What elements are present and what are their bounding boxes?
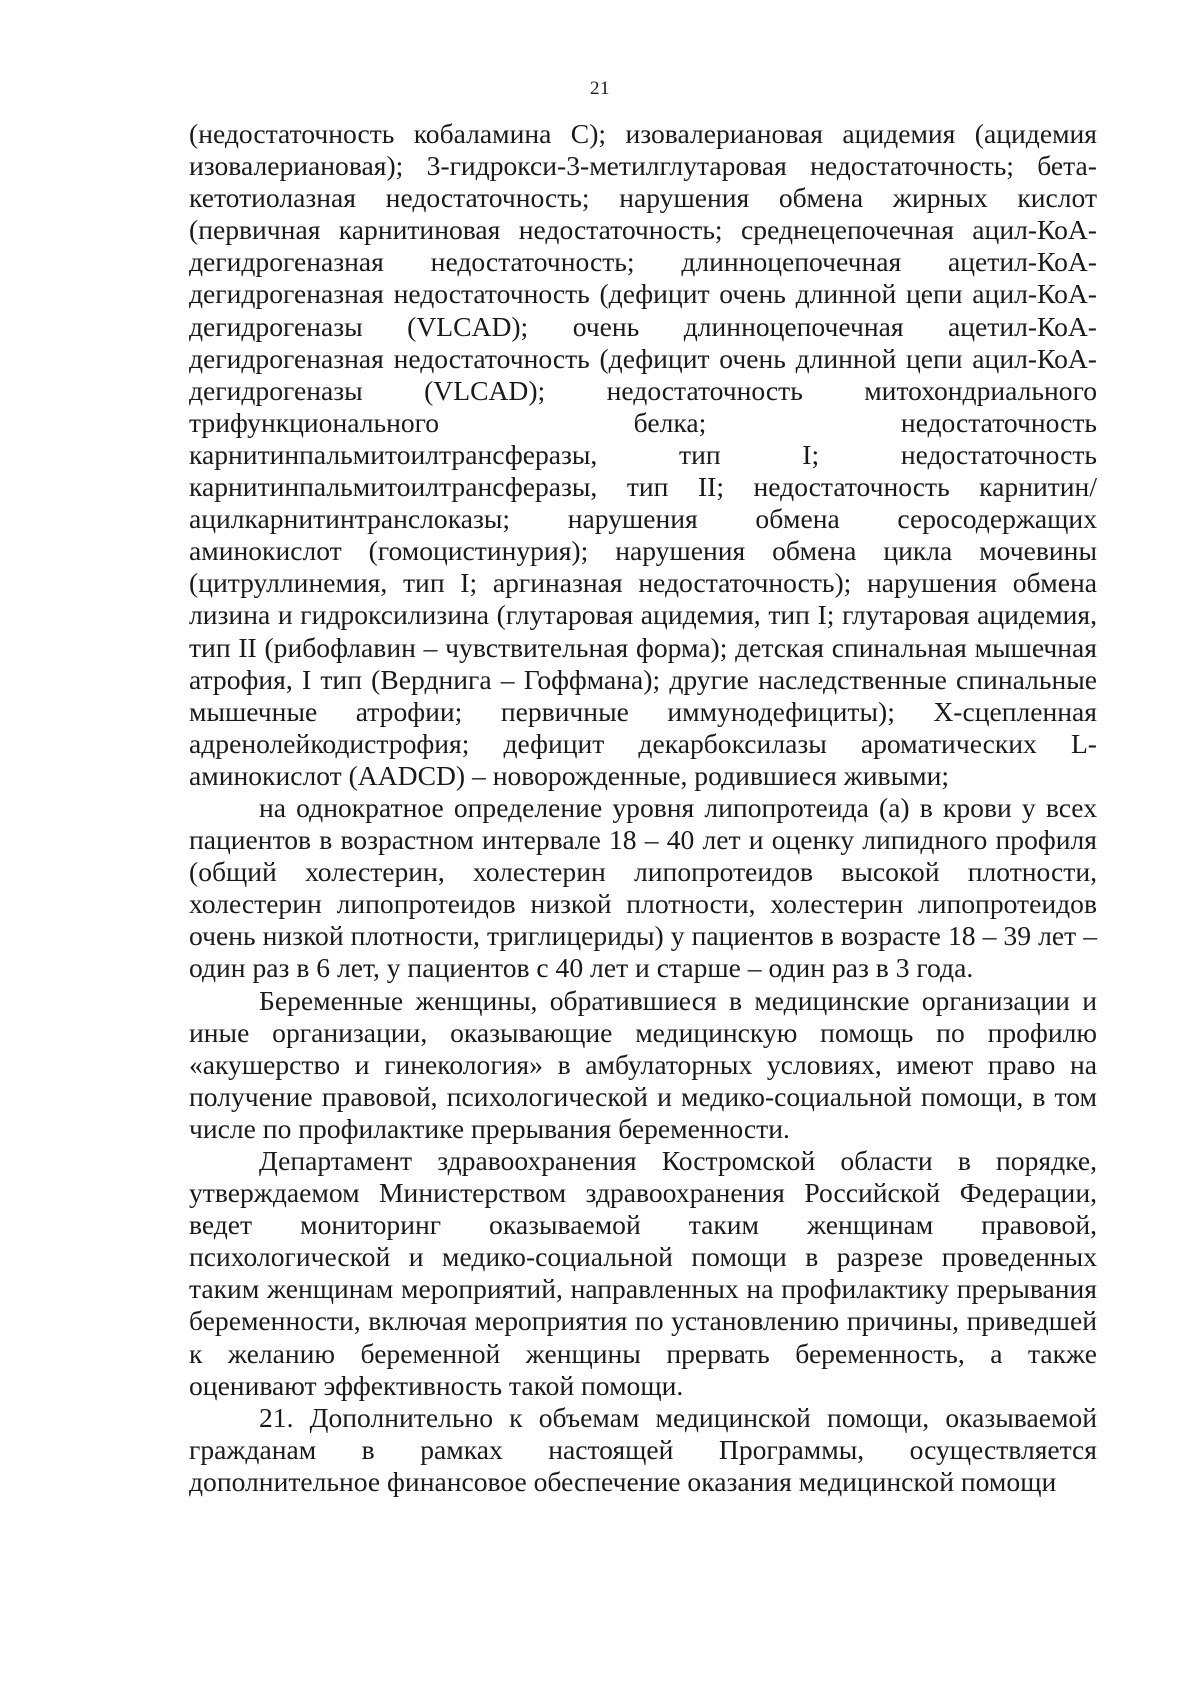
paragraph-pregnant-women: Беременные женщины, обратившиеся в медицинские организации и иные организации, оказывающие медицинскую помощь по профилю «акушерство и гинекология» в амбулаторных условиях, имеют право на получение правовой, психологической и медико-социальной помощи, в том числе по профилактике прерывания беременности.	[189, 984, 1097, 1144]
paragraph-item-21: 21. Дополнительно к объемам медицинской помощи, оказываемой гражданам в рамках настоящей Программы, осуществляется дополнительное финансовое обеспечение оказания медицинской помощи	[189, 1401, 1097, 1497]
page-number: 21	[590, 78, 610, 99]
document-body	[189, 118, 1097, 1498]
paragraph-screening-list: (недостаточность кобаламина С); изовалериановая ацидемия (ацидемия изовалериановая); 3-гидрокси-3-метилглутаровая недостаточность; бета-кетотиолазная недостаточность; нарушения обмена жирных кислот (первичная карнитиновая недостаточность; среднецепочечная ацил-КоА-дегидрогеназная недостаточность; длинноцепочечная ацетил-КоА-дегидрогеназная недостаточность (дефицит очень длинной цепи ацил-КоА-дегидрогеназы (VLCAD); очень длинноцепочечная ацетил-КоА-дегидрогеназная недостаточность (дефицит очень длинной цепи ацил-КоА-дегидрогеназы (VLCAD); недостаточность митохондриального трифункционального белка; недостаточность карнитинпальмитоилтрансферазы, тип I; недостаточность карнитинпальмитоилтрансферазы, тип II; недостаточность карнитин/ацилкарнитинтранслоказы; нарушения обмена серосодержащих аминокислот (гомоцистинурия); нарушения обмена цикла мочевины (цитруллинемия, тип I; аргиназная недостаточность); нарушения обмена лизина и гидроксилизина (глутаровая ацидемия, тип I; глутаровая ацидемия, тип II (рибофлавин – чувствительная форма); детская спинальная мышечная атрофия, I тип (Верднига – Гоффмана); другие наследственные спинальные мышечные атрофии; первичные иммунодефициты); Х-сцепленная адренолейкодистрофия; дефицит декарбоксилазы ароматических L-аминокислот (AADCD) – новорожденные, родившиеся живыми;	[189, 118, 1097, 791]
paragraph-health-department: Департамент здравоохранения Костромской области в порядке, утверждаемом Министерством здравоохранения Российской Федерации, ведет мониторинг оказываемой таким женщинам правовой, психологической и медико-социальной помощи в разрезе проведенных таким женщинам мероприятий, направленных на профилактику прерывания беременности, включая мероприятия по установлению причины, приведшей к желанию беременной женщины прервать беременность, а также оценивают эффективность такой помощи.	[189, 1145, 1097, 1401]
paragraph-lipoprotein: на однократное определение уровня липопротеида (а) в крови у всех пациентов в возрастном интервале 18 – 40 лет и оценку липидного профиля (общий холестерин, холестерин липопротеидов высокой плотности, холестерин липопротеидов низкой плотности, холестерин липопротеидов очень низкой плотности, триглицериды) у пациентов в возрасте 18 – 39 лет – один раз в 6 лет, у пациентов с 40 лет и старше – один раз в 3 года.	[189, 791, 1097, 984]
